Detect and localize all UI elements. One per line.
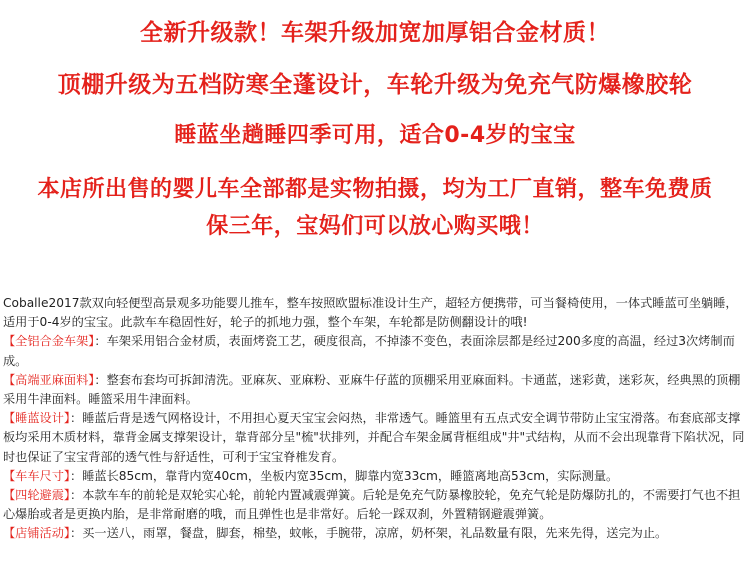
section-suspension [3,486,747,524]
section-text: ：睡蓝长85cm，靠背内宽40cm，坐板内宽35cm，脚靠内宽33cm，睡篮离地高53cm，实际测量。 [70,468,619,483]
section-frame [3,332,747,370]
section-tag: 【高端亚麻面料】 [3,372,95,387]
headline-warranty-line2: 保三年，宝妈们可以放心购买哦！ [206,214,544,239]
section-text: ：本款车车的前轮是双轮实心轮，前轮内置减震弹簧。后轮是免充气防暴橡胶轮，免充气轮是防爆防扎的，不需要打气也不担心爆胎或者是更换内胎，是非常耐磨的哦，而且弹性也是非常好。后轮一踩双刹，外置精钢避震弹簧。 [3,488,741,522]
section-tag: 【四轮避震】 [3,488,71,503]
section-tag: 【全铝合金车架】 [3,334,95,349]
headline-upgrade-frame: 全新升级款！车架升级加宽加厚铝合金材质！ [140,20,610,46]
section-bassinet [3,409,747,467]
section-tag: 【睡蓝设计】 [3,411,71,426]
section-text: ：整套布套均可拆卸清洗。亚麻灰、亚麻粉、亚麻牛仔蓝的顶棚采用亚麻面料。卡通蓝，迷彩黄，迷彩灰，经典黑的顶棚采用牛津面料。睡篮采用牛津面料。 [3,372,741,407]
section-text: ：睡蓝后背是透气网格设计，不用担心夏天宝宝会闷热，非常透气。睡篮里有五点式安全调节带防止宝宝滑落。布套底部支撑板均采用木质材料，靠背金属支撑架设计，靠背部分呈"梳"状排列，并配合车架金属背框组成"井"式结构，从而不会出现靠背下陷状况，同时也保证了宝宝背部的透气性与舒适性，可利于宝宝脊椎发育。 [3,411,745,464]
intro-paragraph: Coballe2017款双向轻便型高景观多功能婴儿推车，整车按照欧盟标准设计生产，超轻方便携带，可当餐椅使用，一体式睡蓝可坐躺睡，适用于0-4岁的宝宝。此款车车稳固性好，轮子的抓地力强，整个车架，车轮都是防侧翻设计的哦! [3,296,738,330]
headline-upgrade-canopy-wheels: 顶棚升级为五档防寒全蓬设计，车轮升级为免充气防爆橡胶轮 [57,72,693,98]
section-promotion [3,524,747,543]
section-text: ：买一送八，雨罩，餐盘，脚套，棉垫，蚊帐，手腕带，凉席，奶杯架，礼品数量有限，先来先得，送完为止。 [70,526,668,541]
headline-bassinet-age: 睡蓝坐趟睡四季可用，适合0-4岁的宝宝 [174,123,576,148]
headline-warranty [0,171,750,245]
section-fabric [3,371,747,409]
headline-warranty-line1: 本店所出售的婴儿车全部都是实物拍摄，均为工厂直销，整车免费质 [37,177,713,202]
section-size [3,467,747,486]
section-tag: 【车车尺寸】 [3,468,71,483]
product-description [3,294,747,544]
section-text: ：车架采用铝合金材质，表面烤瓷工艺，硬度很高，不掉漆不变色，表面涂层都是经过200多度的高温，经过3次烤制而成。 [3,334,735,368]
section-tag: 【店铺活动】 [3,526,71,541]
